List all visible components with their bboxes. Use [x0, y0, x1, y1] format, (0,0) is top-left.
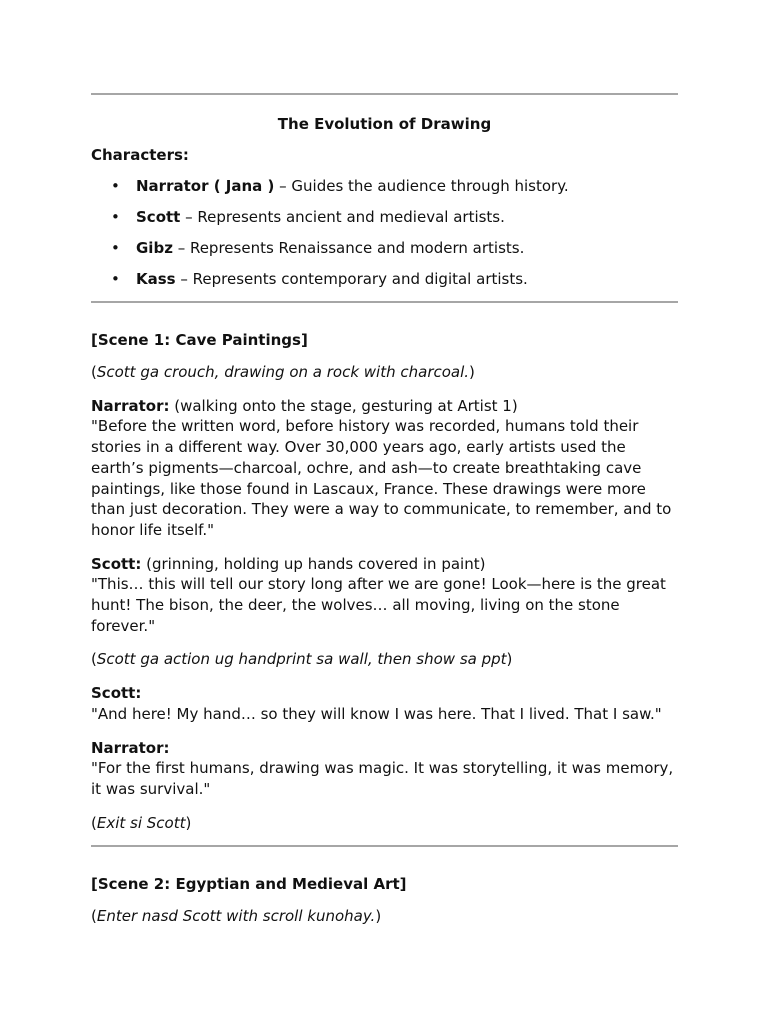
dialogue-block: [91, 396, 678, 541]
bullet-icon: •: [111, 239, 120, 257]
character-item: [91, 177, 678, 195]
stage-direction: (Scott ga crouch, drawing on a rock with charcoal.): [91, 363, 475, 381]
script-document: [91, 93, 678, 927]
stage-direction-text: Scott ga action ug handprint sa wall, then show sa ppt: [96, 650, 507, 669]
horizontal-rule: [91, 845, 678, 847]
character-item: [91, 239, 678, 257]
document-title: The Evolution of Drawing: [277, 115, 492, 133]
dialogue-text: "This… this will tell our story long after we are gone! Look—here is the great hunt! The bison, the deer, the wolves… all moving, living on the stone forever.": [91, 575, 666, 635]
scene-1-heading: [Scene 1: Cave Paintings]: [91, 331, 308, 349]
dialogue-block: [91, 554, 678, 637]
character-name: Gibz: [136, 239, 173, 257]
character-description: – Represents ancient and medieval artists.: [180, 208, 505, 226]
stage-direction: (Exit si Scott): [91, 813, 192, 832]
character-item: [91, 208, 678, 226]
speaker-action: (grinning, holding up hands covered in paint): [141, 554, 486, 573]
stage-direction-text: Scott ga crouch, drawing on a rock with charcoal.: [96, 363, 470, 381]
bullet-icon: •: [111, 177, 120, 195]
character-name: Narrator ( Jana ): [136, 177, 275, 195]
character-name: Scott: [136, 208, 181, 226]
dialogue-text: "Before the written word, before history was recorded, humans told their stories in a different way. Over 30,000 years ago, early artists used the earth’s pigments—charcoal, ochre, and ash—to create breathtaking cave paintings, like those found in Lascaux, France. These drawings were more than just decoration. They were a way to communicate, to remember, and to honor life itself.": [91, 417, 672, 539]
speaker-label: Narrator:: [91, 738, 170, 757]
characters-list: [91, 177, 678, 288]
dialogue-block: [91, 683, 678, 724]
dialogue-text: "For the first humans, drawing was magic. It was storytelling, it was memory, it was survival.": [91, 759, 674, 798]
character-description: – Guides the audience through history.: [274, 177, 569, 195]
characters-heading: Characters:: [91, 146, 189, 164]
stage-direction: (Scott ga action ug handprint sa wall, then show sa ppt): [91, 650, 513, 669]
dialogue-block: [91, 738, 678, 800]
character-item: [91, 270, 678, 288]
character-name: Kass: [136, 270, 176, 288]
speaker-label: Scott:: [91, 554, 142, 573]
dialogue-text: "And here! My hand… so they will know I was here. That I lived. That I saw.": [91, 704, 662, 723]
bullet-icon: •: [111, 208, 120, 226]
speaker-action: (walking onto the stage, gesturing at Artist 1): [169, 396, 518, 415]
stage-direction-text: Enter nasd Scott with scroll kunohay.: [96, 907, 376, 926]
character-description: – Represents Renaissance and modern artists.: [172, 239, 525, 257]
scene-2-heading: [Scene 2: Egyptian and Medieval Art]: [91, 875, 407, 894]
stage-direction-text: Exit si Scott: [96, 813, 186, 832]
stage-direction: (Enter nasd Scott with scroll kunohay.): [91, 907, 382, 926]
horizontal-rule: [91, 301, 678, 303]
speaker-label: Narrator:: [91, 396, 170, 415]
speaker-label: Scott:: [91, 684, 142, 703]
bullet-icon: •: [111, 270, 120, 288]
horizontal-rule: [91, 93, 678, 95]
character-description: – Represents contemporary and digital artists.: [175, 270, 528, 288]
